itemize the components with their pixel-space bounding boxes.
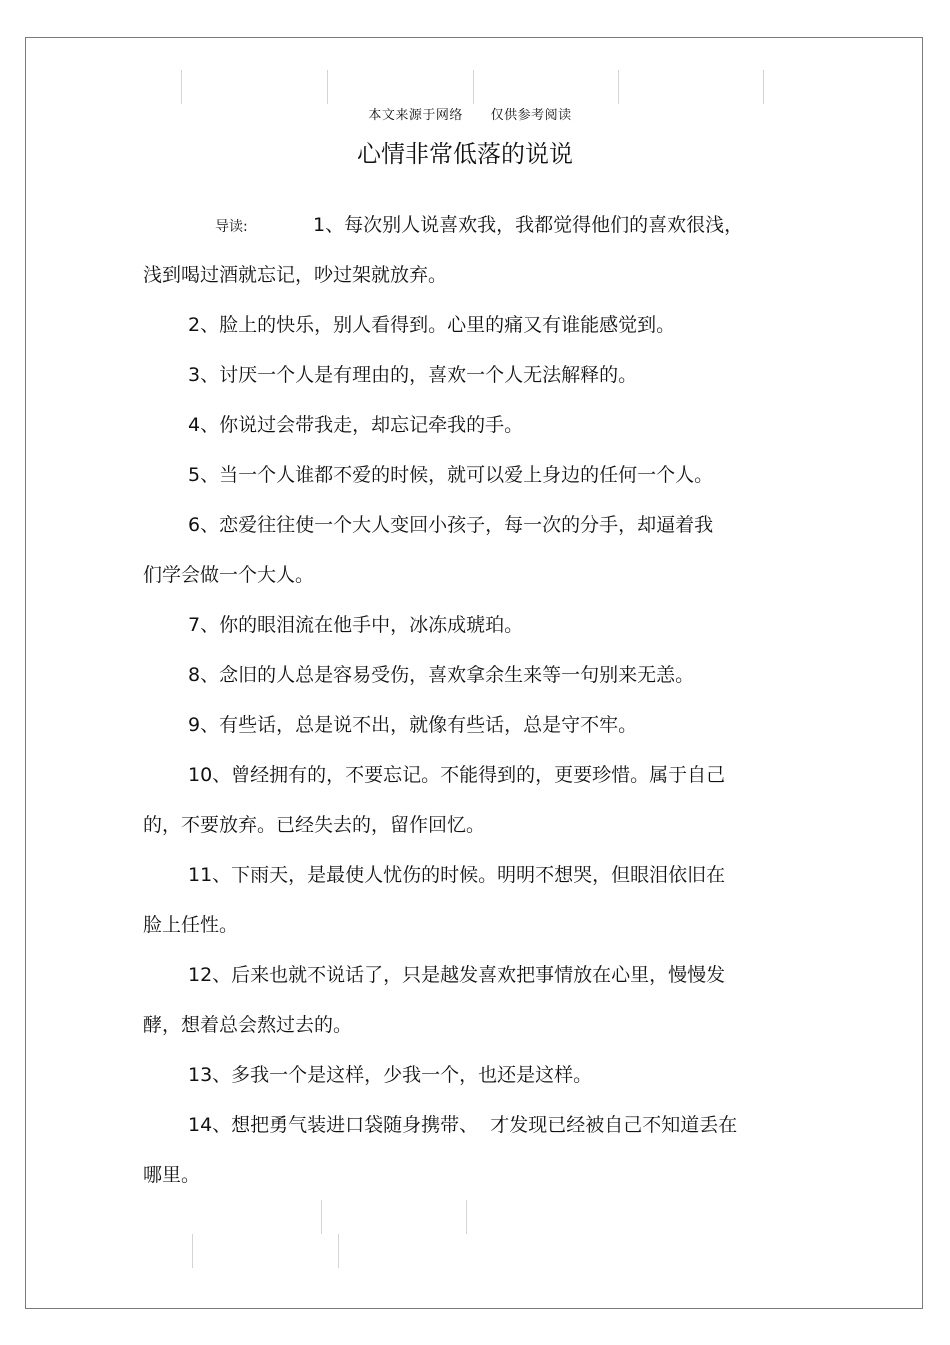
text-line: 10、曾经拥有的，不要忘记。不能得到的，更要珍惜。属于自己 [188, 764, 726, 786]
scan-line [321, 1200, 322, 1234]
text-line: 14、想把勇气装进口袋随身携带、 才发现已经被自己不知道丢在 [188, 1114, 738, 1136]
scan-line [192, 1234, 193, 1268]
lead-label: 导读: [215, 219, 248, 235]
text-line: 浅到喝过酒就忘记，吵过架就放弃。 [143, 264, 448, 286]
text-line: 7、你的眼泪流在他手中，冰冻成琥珀。 [188, 614, 524, 636]
scan-line [327, 70, 328, 104]
text-line: 们学会做一个大人。 [143, 564, 315, 586]
text-line: 1、每次别人说喜欢我，我都觉得他们的喜欢很浅， [313, 214, 744, 236]
text-line: 9、有些话，总是说不出，就像有些话，总是守不牢。 [188, 714, 638, 736]
text-line: 12、后来也就不说话了，只是越发喜欢把事情放在心里，慢慢发 [188, 964, 726, 986]
header-note [0, 104, 940, 123]
scan-line [338, 1234, 339, 1268]
text-line: 8、念旧的人总是容易受伤，喜欢拿余生来等一句别来无恙。 [188, 664, 695, 686]
text-line: 哪里。 [143, 1164, 201, 1186]
text-line: 酵，想着总会熬过去的。 [143, 1014, 353, 1036]
text-line: 3、讨厌一个人是有理由的，喜欢一个人无法解释的。 [188, 364, 638, 386]
text-line: 5、当一个人谁都不爱的时候，就可以爱上身边的任何一个人。 [188, 464, 714, 486]
scan-line [473, 70, 474, 104]
text-line: 2、脸上的快乐，别人看得到。心里的痛又有谁能感觉到。 [188, 314, 676, 336]
source-note: 本文来源于网络 [368, 108, 463, 123]
text-line: 6、恋爱往往使一个大人变回小孩子，每一次的分手，却逼着我 [188, 514, 714, 536]
doc-title: 心情非常低落的说说 [357, 140, 573, 168]
text-line: 11、下雨天，是最使人忧伤的时候。明明不想哭，但眼泪依旧在 [188, 864, 726, 886]
scan-line [466, 1200, 467, 1234]
scan-line [763, 70, 764, 104]
text-line: 的，不要放弃。已经失去的，留作回忆。 [143, 814, 486, 836]
text-line: 13、多我一个是这样，少我一个，也还是这样。 [188, 1064, 593, 1086]
scan-line [181, 70, 182, 104]
scan-line [618, 70, 619, 104]
reference-note: 仅供参考阅读 [490, 108, 572, 123]
text-line: 脸上任性。 [143, 914, 239, 936]
text-line: 4、你说过会带我走，却忘记牵我的手。 [188, 414, 524, 436]
